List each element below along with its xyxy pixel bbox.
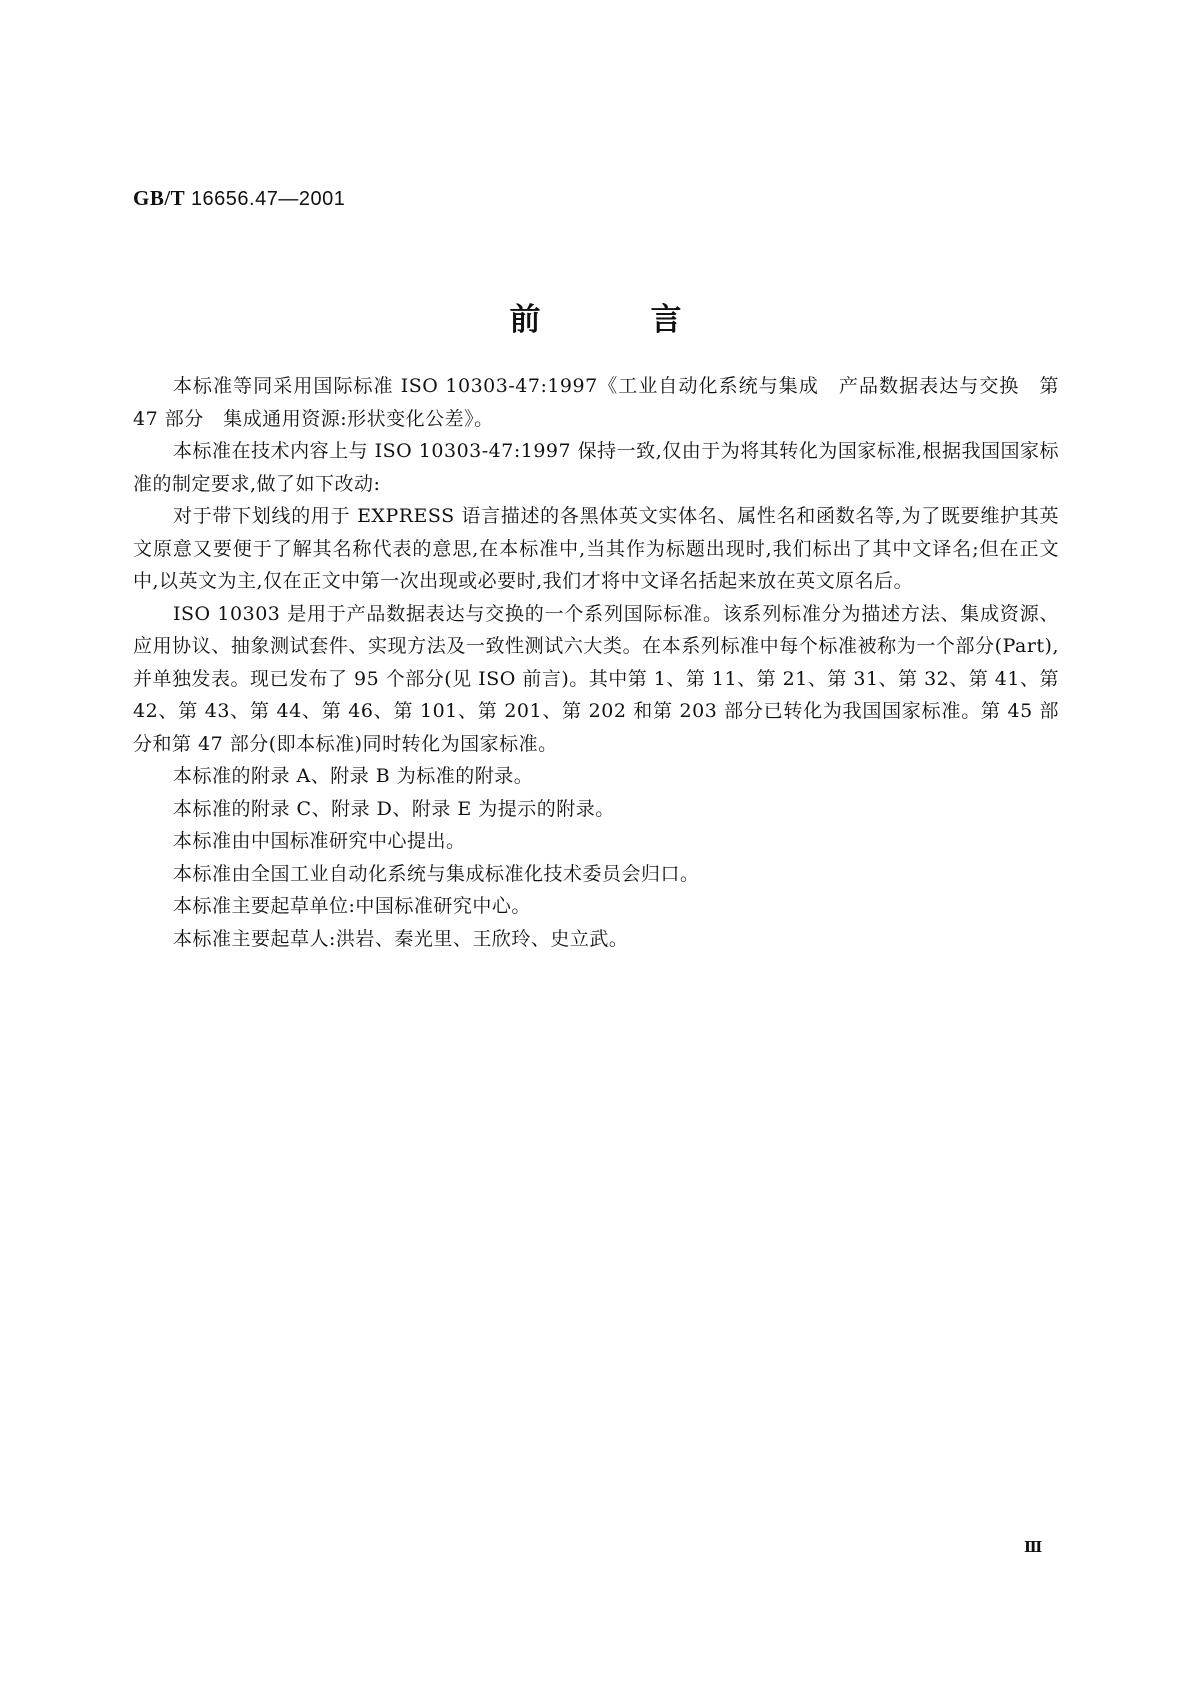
paragraph-adoption: 本标准等同采用国际标准 ISO 10303-47:1997《工业自动化系统与集成 产品数据表达与交换 第 47 部分 集成通用资源:形状变化公差》。 (133, 375, 1059, 430)
paragraph-drafters: 本标准主要起草人:洪岩、秦光里、王欣玲、史立武。 (173, 927, 629, 950)
paragraph-iso-series: ISO 10303 是用于产品数据表达与交换的一个系列国际标准。该系列标准分为描述方法、集成资源、应用协议、抽象测试套件、实现方法及一致性测试六大类。在本系列标准中每个标准被称为一个部分(Part),并单独发表。现已发布了 95 个部分(见 ISO 前言)。其中第 1、第 11、第 21、第 31、第 32、第 41、第 42、第 43、第 44、第 46、第 101、第 201、第 202 和第 203 部分已转化为我国国家标准。第 45 部分和第 47 部分(即本标准)同时转化为国家标准。 (133, 602, 1059, 755)
standard-prefix: GB/T (133, 186, 186, 210)
paragraph-informative-annexes: 本标准的附录 C、附录 D、附录 E 为提示的附录。 (173, 797, 615, 820)
document-header (133, 186, 345, 211)
paragraph-drafting-unit: 本标准主要起草单位:中国标准研究中心。 (173, 895, 531, 917)
page-number: Ⅲ (1024, 1540, 1043, 1556)
page-title: 前言 (509, 302, 792, 338)
paragraph-express-naming: 对于带下划线的用于 EXPRESS 语言描述的各黑体英文实体名、属性名和函数名等,为了既要维护其英文原意又要便于了解其名称代表的意思,在本标准中,当其作为标题出现时,我们标出了其中文译名;但在正文中,以英文为主,仅在正文中第一次出现或必要时,我们才将中文译名括起来放在英文原名后。 (133, 505, 1059, 592)
paragraph-normative-annexes: 本标准的附录 A、附录 B 为标准的附录。 (173, 765, 534, 787)
foreword-body (133, 370, 1059, 955)
paragraph-proposer: 本标准由中国标准研究中心提出。 (173, 830, 466, 852)
standard-number: 16656.47—2001 (190, 188, 346, 210)
paragraph-committee: 本标准由全国工业自动化系统与集成标准化技术委员会归口。 (173, 862, 700, 885)
paragraph-changes-intro: 本标准在技术内容上与 ISO 10303-47:1997 保持一致,仅由于为将其转化为国家标准,根据我国国家标准的制定要求,做了如下改动: (133, 440, 1059, 495)
